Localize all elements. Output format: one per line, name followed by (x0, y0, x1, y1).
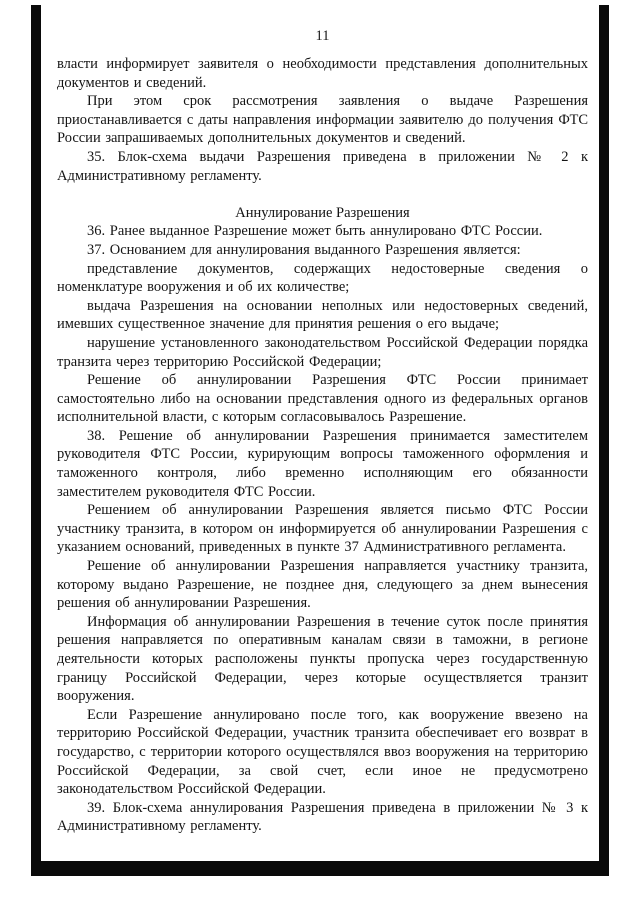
paragraph: 38. Решение об аннулировании Разрешения принимается заместителем руководителя ФТС России, курирующим вопросы таможенного оформления и таможенного контроля, либо временно исполняющим его обязанности заместителем руководителя ФТС России. (57, 427, 588, 500)
paragraph: власти информирует заявителя о необходимости представления дополнительных документов и сведений. (57, 56, 588, 91)
paragraph: 37. Основанием для аннулирования выданного Разрешения является: (87, 241, 521, 258)
paragraph: Решением об аннулировании Разрешения является письмо ФТС России участнику транзита, в котором он информируется об аннулировании Разрешения с указанием оснований, приведенных в пункте 37 Административного регламента. (57, 502, 588, 556)
scan-border-left (31, 5, 41, 876)
paragraph: 35. Блок-схема выдачи Разрешения приведена в приложении № 2 к Административному регламенту. (57, 148, 588, 184)
paragraph-group-top (57, 55, 588, 185)
paragraph: Решение об аннулировании Разрешения ФТС России принимает самостоятельно либо на основании представления одного из федеральных органов исполнительной власти, с которым согласовывалось Разрешение. (57, 372, 588, 426)
document-body (57, 55, 588, 836)
scan-border-bottom (31, 861, 609, 876)
paragraph: выдача Разрешения на основании неполных или недостоверных сведений, имевших существенное значение для принятия решения о его выдаче; (57, 297, 588, 333)
paragraph: 36. Ранее выданное Разрешение может быть аннулировано ФТС России. (87, 223, 543, 240)
paragraph: 39. Блок-схема аннулирования Разрешения приведена в приложении № 3 к Административному регламенту. (57, 799, 588, 835)
paragraph: Если Разрешение аннулировано после того, как вооружение ввезено на территорию Российской Федерации, участник транзита обеспечивает его возврат в государство, с территории которого осуществлялся ввоз вооружения на территорию Российской Федерации, за свой счет, если иное не предусмотрено законодательством Российской Федерации. (57, 706, 588, 798)
paragraph-group-bottom (57, 222, 588, 836)
section-heading: Аннулирование Разрешения (235, 204, 410, 221)
paragraph: Решение об аннулировании Разрешения направляется участнику транзита, которому выдано Разрешение, не позднее дня, следующего за днем вынесения решения об аннулировании Разрешения. (57, 558, 588, 612)
paragraph: При этом срок рассмотрения заявления о выдаче Разрешения приостанавливается с даты направления информации заявителю до получения ФТС России запрашиваемых дополнительных документов и сведений. (57, 93, 588, 147)
page-number: 11 (315, 28, 330, 44)
scan-border-right (599, 5, 609, 876)
paragraph: Информация об аннулировании Разрешения в течение суток после принятия решения направляется по оперативным каналам связи в таможни, в регионе деятельности которых расположены пункты пропуска через государственную границу Российской Федерации, через которые осуществляется транзит вооружения. (57, 613, 588, 705)
paragraph: представление документов, содержащих недостоверные сведения о номенклатуре вооружения и об их количестве; (57, 260, 588, 296)
paragraph: нарушение установленного законодательством Российской Федерации порядка транзита через территорию Российской Федерации; (57, 334, 588, 370)
